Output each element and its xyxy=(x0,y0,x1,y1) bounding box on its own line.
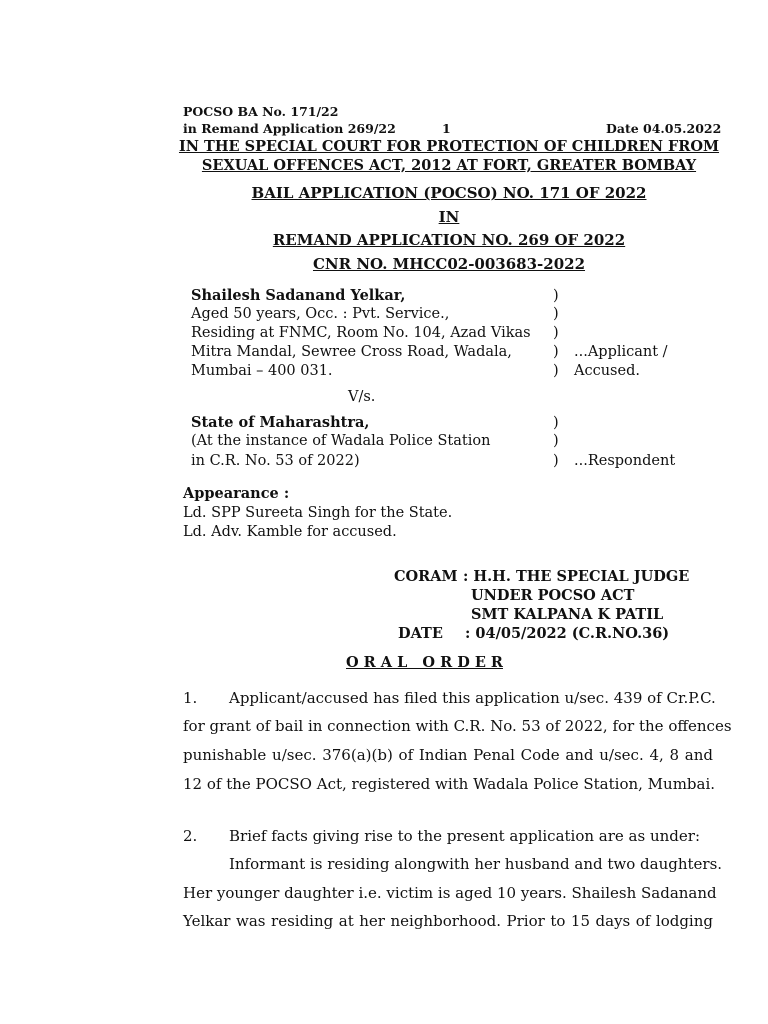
bracket: ) xyxy=(553,344,559,360)
cnr-number: CNR NO. MHCC02-003683-2022 xyxy=(312,255,586,273)
coram-judge-name: SMT KALPANA K PATIL xyxy=(471,606,664,623)
applicant-detail: Residing at FNMC, Room No. 104, Azad Vikas xyxy=(191,325,531,341)
case-title-line1: BAIL APPLICATION (POCSO) NO. 171 OF 2022 xyxy=(251,184,647,202)
para2-line: Brief facts giving rise to the present application are as under: xyxy=(229,827,700,845)
bracket: ) xyxy=(553,325,559,341)
bracket: ) xyxy=(553,415,559,431)
para-number: 2. xyxy=(183,827,198,845)
applicant-detail: Mitra Mandal, Sewree Cross Road, Wadala, xyxy=(191,344,512,360)
respondent-name: State of Maharashtra, xyxy=(191,414,370,431)
para2-line: Yelkar was residing at her neighborhood. Prior to 15 days of lodging xyxy=(183,912,713,930)
versus: V/s. xyxy=(348,389,376,405)
bracket: ) xyxy=(553,363,559,379)
para1-line: for grant of bail in connection with C.R. No. 53 of 2022, for the offences xyxy=(183,717,732,735)
applicant-detail: Aged 50 years, Occ. : Pvt. Service., xyxy=(191,306,450,322)
appearance-line: Ld. SPP Sureeta Singh for the State. xyxy=(183,505,453,521)
court-name-line2: SEXUAL OFFENCES ACT, 2012 AT FORT, GREATER BOMBAY xyxy=(201,157,697,174)
case-title-line3: REMAND APPLICATION NO. 269 OF 2022 xyxy=(272,231,626,249)
date-label: DATE xyxy=(398,625,443,642)
appearance-heading: Appearance : xyxy=(183,485,290,502)
applicant-name: Shailesh Sadanand Yelkar, xyxy=(191,287,406,304)
page-number: 1 xyxy=(442,121,451,136)
bracket: ) xyxy=(553,306,559,322)
para1-line: Applicant/accused has filed this application u/sec. 439 of Cr.P.C. xyxy=(229,689,716,707)
coram-judge: : H.H. THE SPECIAL JUDGE xyxy=(463,568,690,585)
appearance-line: Ld. Adv. Kamble for accused. xyxy=(183,524,397,540)
applicant-role: Accused. xyxy=(574,363,640,379)
bracket: ) xyxy=(553,433,559,449)
case-title-line2: IN xyxy=(438,208,460,226)
applicant-role: ...Applicant / xyxy=(574,344,668,360)
para1-line: punishable u/sec. 376(a)(b) of Indian Penal Code and u/sec. 4, 8 and xyxy=(183,746,713,764)
bracket: ) xyxy=(553,453,559,469)
header-date: Date 04.05.2022 xyxy=(606,121,722,136)
applicant-detail: Mumbai – 400 031. xyxy=(191,363,333,379)
coram-label: CORAM xyxy=(394,568,458,585)
remand-reference: in Remand Application 269/22 xyxy=(183,121,396,136)
respondent-detail: (At the instance of Wadala Police Station xyxy=(191,433,491,449)
respondent-detail: in C.R. No. 53 of 2022) xyxy=(191,453,360,469)
date-value: : 04/05/2022 (C.R.NO.36) xyxy=(465,625,670,642)
respondent-role: ...Respondent xyxy=(574,453,676,469)
court-name-line1: IN THE SPECIAL COURT FOR PROTECTION OF CHILDREN FROM xyxy=(178,138,720,155)
oral-order-heading: O R A L O R D E R xyxy=(346,654,503,671)
para2-line: Informant is residing alongwith her husband and two daughters. xyxy=(229,855,723,873)
para-number: 1. xyxy=(183,689,198,707)
case-number: POCSO BA No. 171/22 xyxy=(183,104,339,119)
para1-line: 12 of the POCSO Act, registered with Wadala Police Station, Mumbai. xyxy=(183,775,716,793)
coram-court: UNDER POCSO ACT xyxy=(471,587,635,604)
bracket: ) xyxy=(553,288,559,304)
para2-line: Her younger daughter i.e. victim is aged 10 years. Shailesh Sadanand xyxy=(183,884,717,902)
